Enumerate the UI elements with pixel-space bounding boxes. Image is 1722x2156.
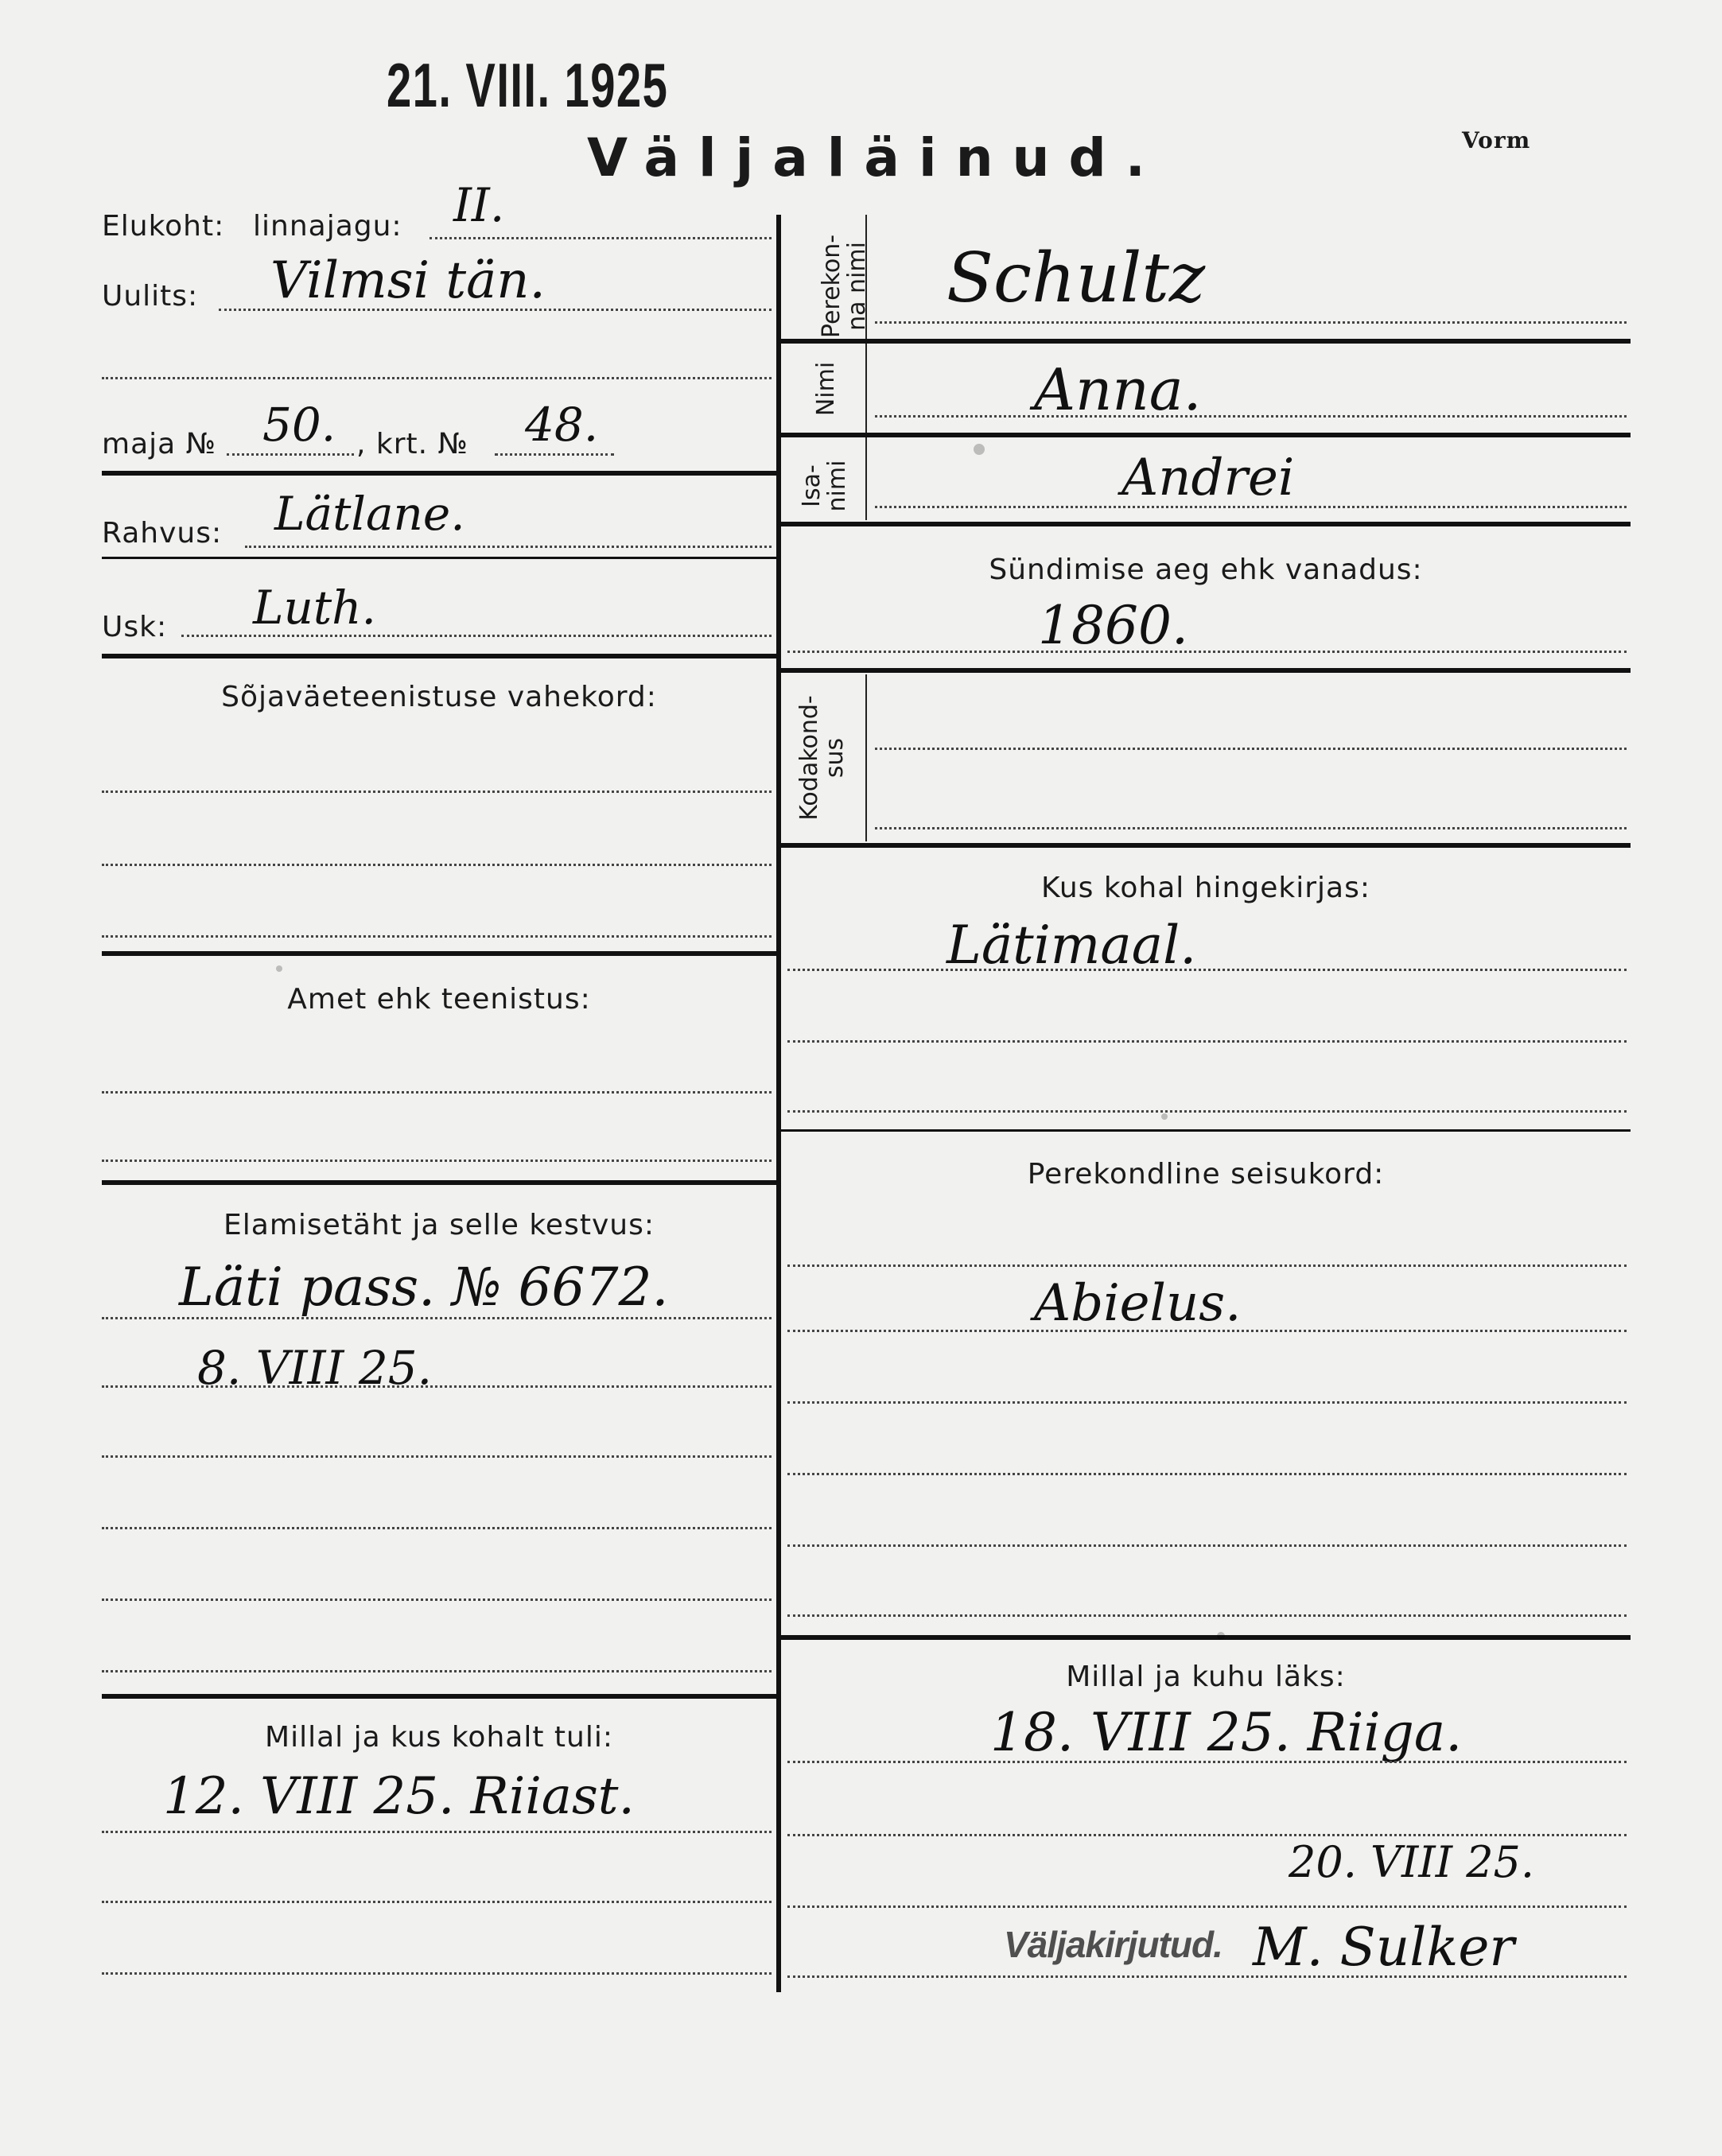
krt-line: [495, 453, 614, 456]
amet-label: Amet ehk teenistus:: [287, 983, 591, 1016]
right-divider-7: [781, 1635, 1631, 1640]
hingekiri-line-2: [787, 1040, 1627, 1043]
center-divider: [776, 215, 781, 1992]
laks-date-2: 20. VIII 25.: [1289, 1837, 1535, 1887]
nimi-line: [875, 415, 1627, 418]
tuli-value: 12. VIII 25. Riiast.: [163, 1767, 635, 1826]
elamiseta-value-1: Läti pass. № 6672.: [179, 1257, 669, 1318]
uulits-value: Vilmsi tän.: [270, 251, 546, 310]
seisukord-value: Abielus.: [1034, 1274, 1242, 1333]
elukoht-label: Elukoht:: [102, 210, 225, 243]
elamiseta-line-6: [102, 1670, 772, 1672]
divider-5: [102, 1180, 776, 1185]
amet-line-1: [102, 1091, 772, 1094]
right-divider-6: [781, 1129, 1631, 1132]
kodakondsus-divider: [865, 674, 867, 841]
nimi-value: Anna.: [1034, 356, 1202, 423]
sojavae-label: Sõjaväeteenistuse vahekord:: [221, 681, 657, 713]
right-divider-5: [781, 843, 1631, 848]
sojavae-line-1: [102, 791, 772, 793]
sundimise-label: Sündimise aeg ehk vanadus:: [989, 554, 1423, 586]
divider-4: [102, 951, 776, 956]
form-label: Vorm: [1462, 127, 1531, 153]
divider-1: [102, 471, 776, 476]
right-divider-2: [781, 433, 1631, 437]
laks-line-3: [787, 1905, 1627, 1908]
nimi-label: Nimi: [812, 361, 840, 417]
linnajagu-value: II.: [453, 178, 505, 232]
laks-line-4: [787, 1975, 1627, 1978]
perekonnanimi-value: Schultz: [947, 239, 1206, 318]
usk-label: Usk:: [102, 611, 168, 643]
usk-line: [181, 635, 772, 637]
exit-stamp: Väljakirjutud.: [1004, 1924, 1223, 1965]
page-title: Väljaläinud.: [587, 127, 1164, 188]
kodakondsus-line-1: [875, 748, 1627, 750]
perekonnanimi-label: Perekon- na nimi: [818, 234, 871, 339]
rahvus-label: Rahvus:: [102, 517, 223, 550]
seisukord-line-3: [787, 1401, 1627, 1404]
linnajagu-label: linnajagu:: [253, 210, 402, 243]
laks-label: Millal ja kuhu läks:: [1066, 1661, 1346, 1693]
tuli-line-1: [102, 1831, 772, 1833]
divider-2: [102, 557, 776, 559]
signature: M. Sulker: [1253, 1917, 1514, 1978]
elamiseta-line-1: [102, 1317, 772, 1319]
seisukord-line-6: [787, 1614, 1627, 1617]
hingekiri-value: Lätimaal.: [947, 915, 1197, 976]
uulits-line-2: [102, 377, 772, 379]
sundimise-value: 1860.: [1038, 595, 1188, 656]
maja-value: 50.: [262, 398, 336, 452]
paper-stain: [1161, 1113, 1168, 1120]
date-stamp: 21. VIII. 1925: [387, 50, 669, 120]
right-divider-4: [781, 668, 1631, 673]
right-divider-3: [781, 522, 1631, 526]
sundimise-line: [787, 651, 1627, 653]
seisukord-label: Perekondline seisukord:: [1027, 1158, 1385, 1191]
tuli-label: Millal ja kus kohalt tuli:: [265, 1721, 613, 1754]
isanimi-value: Andrei: [1121, 449, 1295, 507]
divider-6: [102, 1694, 776, 1699]
hingekiri-line-1: [787, 969, 1627, 971]
laks-value: 18. VIII 25. Riiga.: [990, 1702, 1463, 1763]
tuli-line-3: [102, 1972, 772, 1975]
linnajagu-line: [430, 237, 772, 239]
laks-line-2: [787, 1834, 1627, 1836]
paper-stain: [974, 444, 985, 455]
seisukord-line-4: [787, 1473, 1627, 1475]
rahvus-value: Lätlane.: [274, 487, 465, 541]
seisukord-line-5: [787, 1544, 1627, 1547]
elamiseta-value-2: 8. VIII 25.: [197, 1341, 433, 1395]
sojavae-line-3: [102, 935, 772, 938]
hingekiri-label: Kus kohal hingekirjas:: [1041, 872, 1370, 904]
seisukord-line-2: [787, 1330, 1627, 1332]
perekonnanimi-line: [875, 321, 1627, 324]
divider-3: [102, 654, 776, 658]
hingekiri-line-3: [787, 1110, 1627, 1113]
uulits-label: Uulits:: [102, 280, 199, 313]
sojavae-line-2: [102, 864, 772, 866]
krt-value: 48.: [525, 398, 599, 452]
rahvus-line: [245, 546, 772, 548]
maja-line: [227, 453, 354, 456]
elamiseta-line-5: [102, 1599, 772, 1601]
usk-value: Luth.: [253, 581, 376, 635]
krt-label: , krt. №: [356, 428, 468, 460]
kodakondsus-line-2: [875, 827, 1627, 829]
tuli-line-2: [102, 1901, 772, 1903]
paper-stain: [276, 965, 282, 972]
elamiseta-line-4: [102, 1527, 772, 1529]
amet-line-2: [102, 1160, 772, 1162]
isanimi-label: Isa- nimi: [798, 460, 851, 512]
elamiseta-line-2: [102, 1385, 772, 1388]
kodakondsus-label: Kodakond- sus: [795, 695, 849, 821]
isanimi-line: [875, 506, 1627, 508]
right-divider-1: [781, 339, 1631, 344]
laks-line-1: [787, 1761, 1627, 1763]
elamiseta-label: Elamisetäht ja selle kestvus:: [224, 1209, 655, 1241]
maja-label: maja №: [102, 428, 217, 460]
paper-stain: [1217, 1632, 1225, 1640]
elamiseta-line-3: [102, 1455, 772, 1458]
seisukord-line-1: [787, 1264, 1627, 1267]
